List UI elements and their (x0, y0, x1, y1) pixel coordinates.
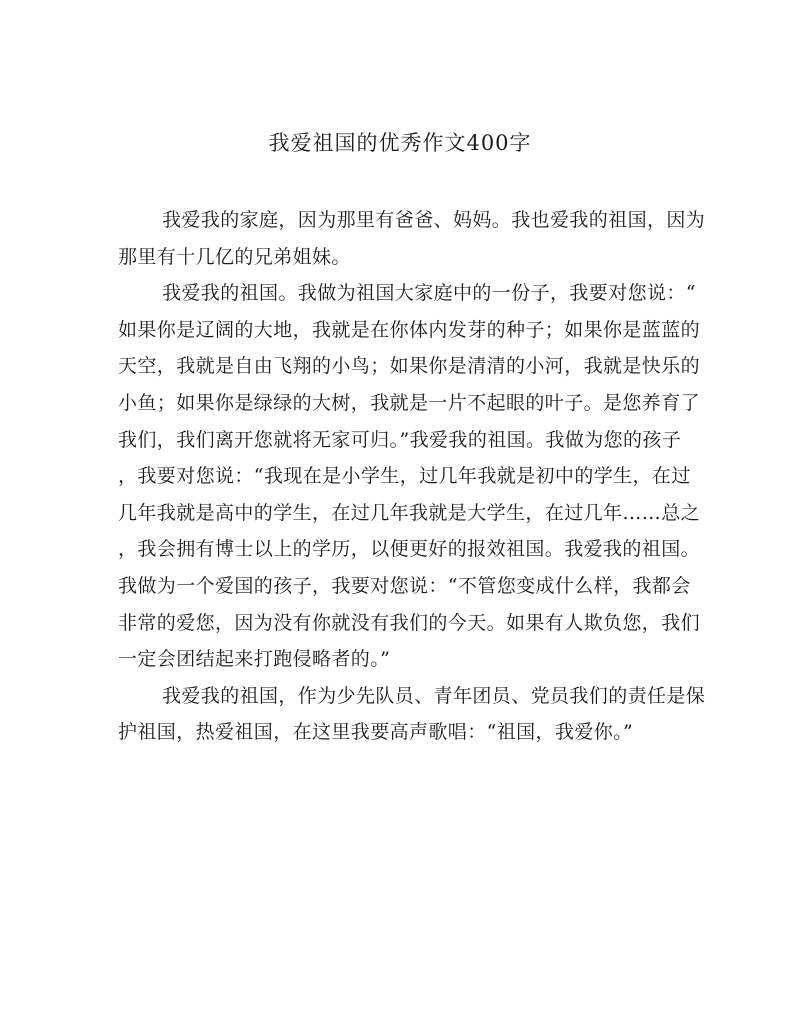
text-line: 那里有十几亿的兄弟姐妹。 (118, 245, 351, 268)
text-line: 我爱我的祖国，作为少先队员、青年团员、党员我们的责任是保 (162, 684, 706, 707)
paragraph-2 (118, 275, 701, 678)
text-line: 非常的爱您，因为没有你就没有我们的今天。如果有人欺负您，我们 (118, 611, 701, 634)
document-body (118, 202, 706, 751)
paragraph-3 (118, 678, 706, 751)
text-line: ，我会拥有博士以上的学历，以便更好的报效祖国。我爱我的祖国。 (118, 538, 701, 561)
text-line: 我做为一个爱国的孩子，我要对您说：“不管您变成什么样，我都会 (118, 574, 691, 597)
text-line: 如果你是辽阔的大地，我就是在你体内发芽的种子；如果你是蓝蓝的 (118, 318, 701, 341)
text-line: 我爱我的家庭，因为那里有爸爸、妈妈。我也爱我的祖国，因为 (162, 209, 706, 231)
text-line: 护祖国，热爱祖国，在这里我要高声歌唱：“祖国，我爱你。” (118, 721, 634, 744)
text-line: 一定会团结起来打跑侵略者的。” (118, 648, 391, 671)
text-line: 我爱我的祖国。我做为祖国大家庭中的一份子，我要对您说：“ (162, 282, 696, 305)
paragraph-1 (118, 202, 706, 275)
text-line: 我们，我们离开您就将无家可归。”我爱我的祖国。我做为您的孩子 (118, 428, 682, 451)
text-line: 小鱼；如果你是绿绿的大树，我就是一片不起眼的叶子。是您养育了 (118, 391, 701, 414)
document-title: 我爱祖国的优秀作文400字 (268, 131, 532, 155)
text-line: 几年我就是高中的学生，在过几年我就是大学生，在过几年……总之 (118, 501, 701, 524)
text-line: 天空，我就是自由飞翔的小鸟；如果你是清清的小河，我就是快乐的 (118, 355, 701, 378)
text-line: ，我要对您说：“我现在是小学生，过几年我就是初中的学生，在过 (118, 465, 691, 488)
